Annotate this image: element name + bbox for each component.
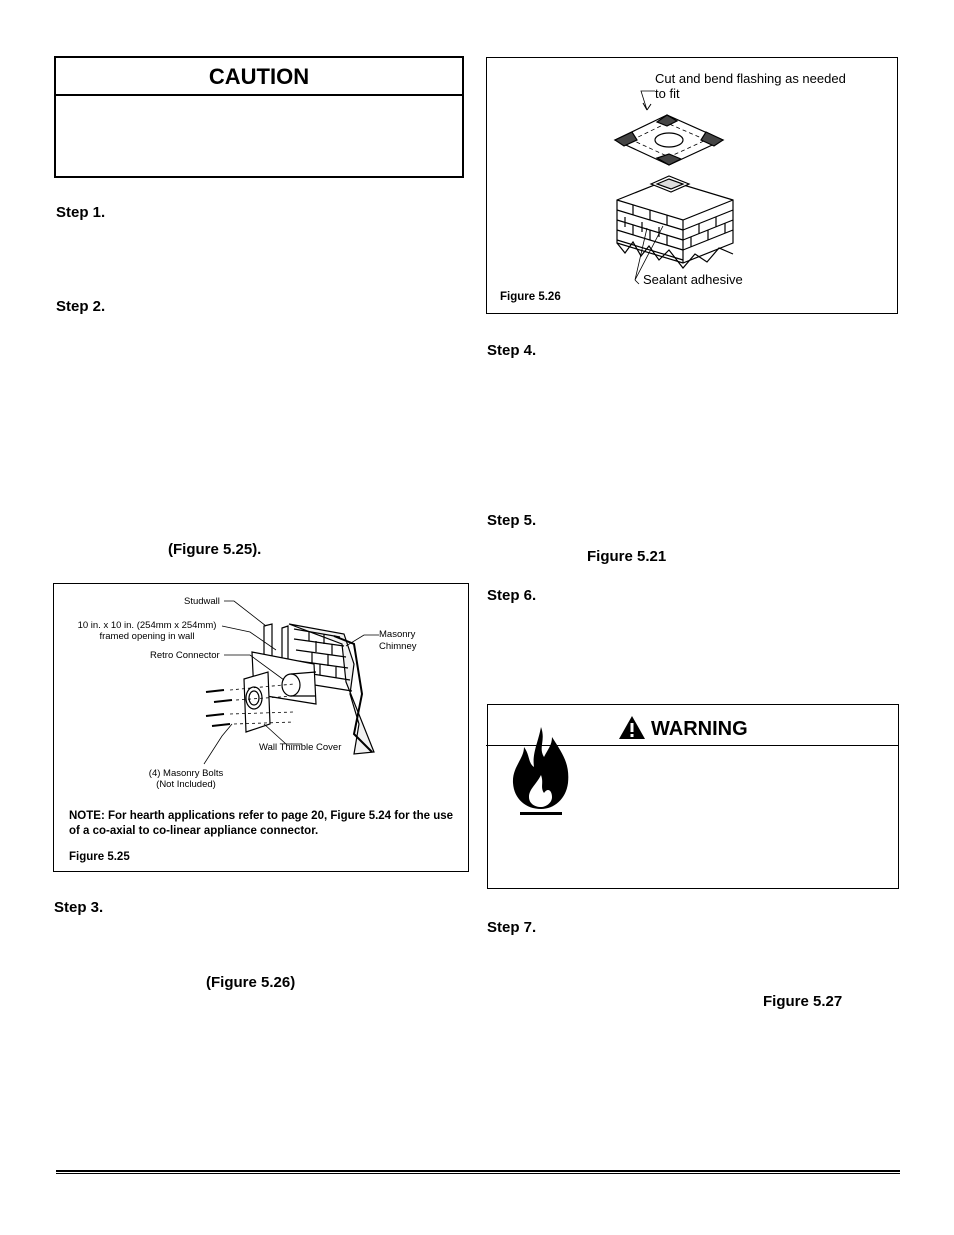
masonry-chimney-label [379,629,417,653]
retro-connector-label: Retro Connector [150,650,220,661]
flashing-label [655,71,846,101]
masonry-bolts-line-1: (4) Masonry Bolts [148,768,224,779]
step-3-figure-ref: (Figure 5.26) [206,974,296,991]
flame-icon [508,725,574,819]
step-7-figure-ref: Figure 5.27 [763,993,843,1010]
step-5-label: Step 5. [487,512,537,529]
sealant-label: Sealant adhesive [643,272,743,287]
figure-5-25-note: NOTE: For hearth applications refer to page 20, Figure 5.24 for the use of a co-axial to co-linear appliance connector. [69,810,454,837]
masonry-chimney-line-2: Chimney [379,641,417,652]
step-2-figure-ref: (Figure 5.25). [168,541,262,558]
figure-5-26-caption: Figure 5.26 [500,291,561,303]
framed-opening-line-2: framed opening in wall [99,631,195,642]
warning-title: WARNING [651,718,748,740]
masonry-bolts-line-2: (Not Included) [156,779,216,790]
warning-triangle-icon [618,715,646,740]
figure-5-26 [486,57,898,314]
studwall-label: Studwall [184,596,220,607]
figure-5-25 [53,583,469,872]
warning-box [487,704,899,889]
step-1-label: Step 1. [56,204,106,221]
wall-thimble-cover-label: Wall Thimble Cover [259,742,342,753]
step-7-label: Step 7. [487,919,537,936]
masonry-chimney-line-1: Masonry [379,629,416,640]
caution-box [54,56,464,178]
flashing-line-1: Cut and bend flashing as needed [655,71,846,86]
flashing-line-2: to fit [655,86,680,101]
masonry-bolts-label [146,768,226,790]
caution-header [56,58,462,96]
framed-opening-label [72,620,222,642]
step-6-label: Step 6. [487,587,537,604]
step-5-figure-ref: Figure 5.21 [587,548,667,565]
step-2-label: Step 2. [56,298,106,315]
footer-rule [56,1170,900,1174]
framed-opening-line-1: 10 in. x 10 in. (254mm x 254mm) [77,620,217,631]
figure-5-25-caption: Figure 5.25 [69,851,130,863]
step-3-label: Step 3. [54,899,104,916]
step-4-label: Step 4. [487,342,537,359]
caution-title: CAUTION [208,64,310,89]
